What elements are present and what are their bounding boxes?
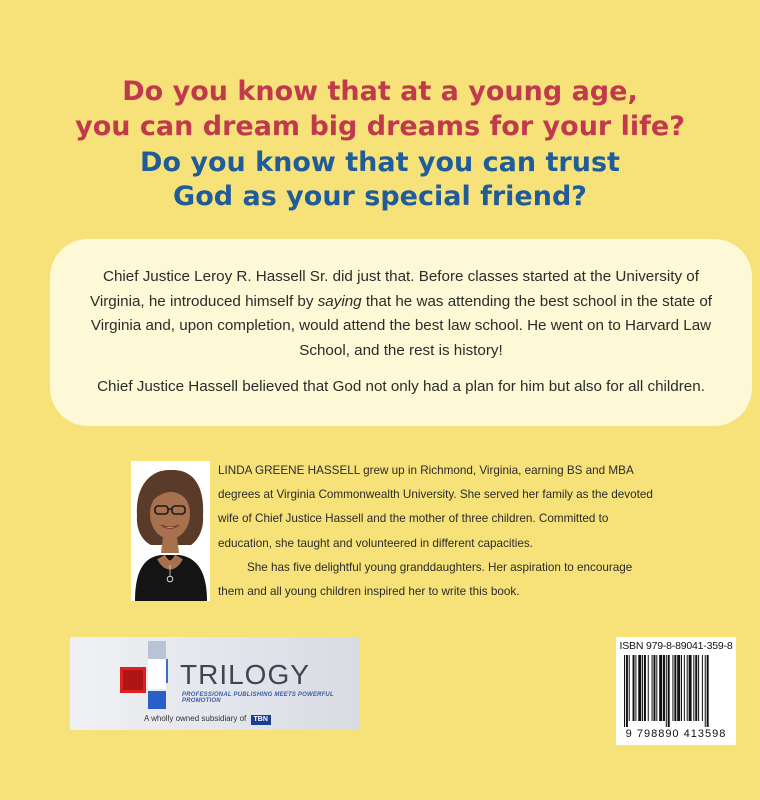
blurb-paragraph-2: Chief Justice Hassell believed that God not only had a plan for him but also for all children. <box>97 378 705 395</box>
barcode-bar <box>635 655 636 721</box>
isbn-label: ISBN 979-8-89041-359-8 <box>619 640 733 652</box>
headline-line-3: Do you know that you can trust <box>140 147 620 178</box>
book-blurb-panel <box>50 239 752 426</box>
barcode-bar <box>674 655 676 721</box>
barcode-bar <box>702 655 703 721</box>
barcode-bar <box>656 655 657 721</box>
blurb-paragraph-1 <box>80 265 722 363</box>
barcode-bar <box>648 655 649 721</box>
publisher-logo <box>70 637 359 730</box>
headline-line-2: you can dream big dreams for your life? <box>75 111 685 142</box>
trilogy-mark-icon <box>120 641 180 709</box>
blurb-text-end: that he was attending the best school in the state of Virginia and, upon completion, would attend the best law school. He went on to Harvard Law School, and the rest is history! <box>90 292 712 359</box>
barcode-bar <box>668 655 670 727</box>
barcode-bar <box>629 655 630 721</box>
barcode-bar <box>626 655 628 727</box>
barcode-bar <box>659 655 662 721</box>
barcode-bars <box>622 655 730 727</box>
barcode-bar <box>677 655 680 721</box>
headline-line-4: God as your special friend? <box>173 181 587 212</box>
barcode-bar <box>666 655 667 727</box>
barcode-bar <box>687 655 688 721</box>
isbn-barcode <box>616 637 736 745</box>
barcode-bar <box>672 655 673 721</box>
barcode-bar <box>633 655 635 721</box>
barcode-bar <box>689 655 692 721</box>
barcode-bar <box>684 655 685 721</box>
barcode-bar <box>642 655 643 721</box>
barcode-bar <box>638 655 641 721</box>
barcode-bar <box>707 655 709 727</box>
barcode-bar <box>693 655 694 721</box>
publisher-tagline: PROFESSIONAL PUBLISHING MEETS POWERFUL PROMOTION <box>182 692 334 704</box>
barcode-bar <box>624 655 625 727</box>
blurb-text-start: Chief Justice Leroy R. Hassell Sr. did just that. Before classes started at the University of Virginia, he introduced himself by <box>90 268 699 310</box>
bio-paragraph-1: LINDA GREENE HASSELL grew up in Richmond, Virginia, earning BS and MBA degrees at Virginia Commonwealth University. She served her family as the devoted wife of Chief Justice Hassell and the mother of three children. Committed to education, she taught and volunteered in different capacities. <box>218 464 653 550</box>
author-bio <box>218 459 658 604</box>
bio-paragraph-2: She has five delightful young granddaughters. Her aspiration to encourage them and all young children inspired her to write this book. <box>218 560 633 599</box>
author-photo <box>131 461 210 601</box>
barcode-bar <box>653 655 655 721</box>
publisher-name: TRILOGY <box>180 659 310 690</box>
barcode-number: 9 798890 413598 <box>625 728 727 740</box>
blurb-emphasis: saying <box>317 292 362 310</box>
barcode-bar <box>644 655 646 721</box>
barcode-bar <box>663 655 665 721</box>
barcode-bar <box>705 655 706 727</box>
barcode-bar <box>681 655 682 721</box>
barcode-bar <box>652 655 653 721</box>
barcode-bar <box>695 655 697 721</box>
subsidiary-line <box>144 714 271 725</box>
barcode-bar <box>698 655 699 721</box>
subsidiary-text: A wholly owned subsidiary of <box>144 714 247 723</box>
headline-line-1: Do you know that at a young age, <box>122 76 638 107</box>
tbn-logo: TBN <box>251 715 271 725</box>
